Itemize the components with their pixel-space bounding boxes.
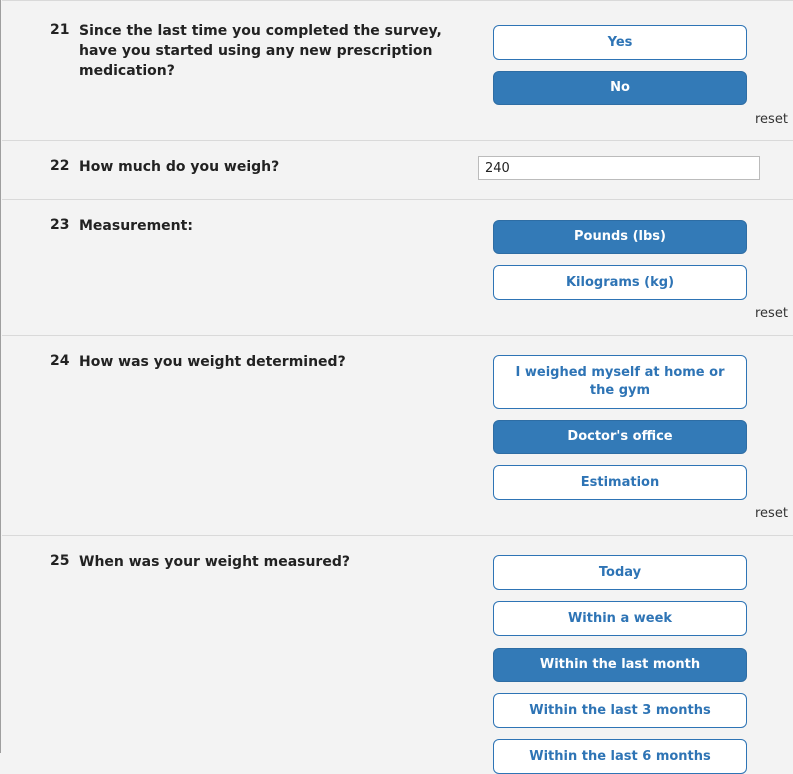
option-within-a-week[interactable]: Within a week [493,601,747,636]
question-text: How was you weight determined? [79,354,346,370]
question-number: 21 [50,22,70,38]
question-number: 24 [50,353,70,369]
option-within-last-3-months[interactable]: Within the last 3 months [493,693,747,728]
question-text: Measurement: [79,218,193,234]
question-number: 25 [50,553,70,569]
option-estimation[interactable]: Estimation [493,465,747,500]
option-within-last-month[interactable]: Within the last month [493,648,747,682]
weight-input[interactable] [478,156,760,180]
question-21 [2,0,793,141]
option-pounds[interactable]: Pounds (lbs) [493,220,747,254]
reset-link[interactable]: reset [755,112,788,127]
question-text: When was your weight measured? [79,554,350,570]
option-today[interactable]: Today [493,555,747,590]
question-24 [2,336,793,536]
question-23 [2,200,793,336]
question-number: 22 [50,158,70,174]
reset-link[interactable]: reset [755,306,788,321]
option-kilograms[interactable]: Kilograms (kg) [493,265,747,300]
reset-link[interactable]: reset [755,506,788,521]
option-yes[interactable]: Yes [493,25,747,60]
option-weighed-myself[interactable]: I weighed myself at home or the gym [493,355,747,409]
question-25 [2,536,793,764]
option-within-last-6-months[interactable]: Within the last 6 months [493,739,747,774]
question-text: Since the last time you completed the survey, have you started using any new prescription medication? [79,23,442,79]
option-doctors-office[interactable]: Doctor's office [493,420,747,454]
question-number: 23 [50,217,70,233]
option-no[interactable]: No [493,71,747,105]
question-text: How much do you weigh? [79,159,280,175]
question-22 [2,141,793,200]
